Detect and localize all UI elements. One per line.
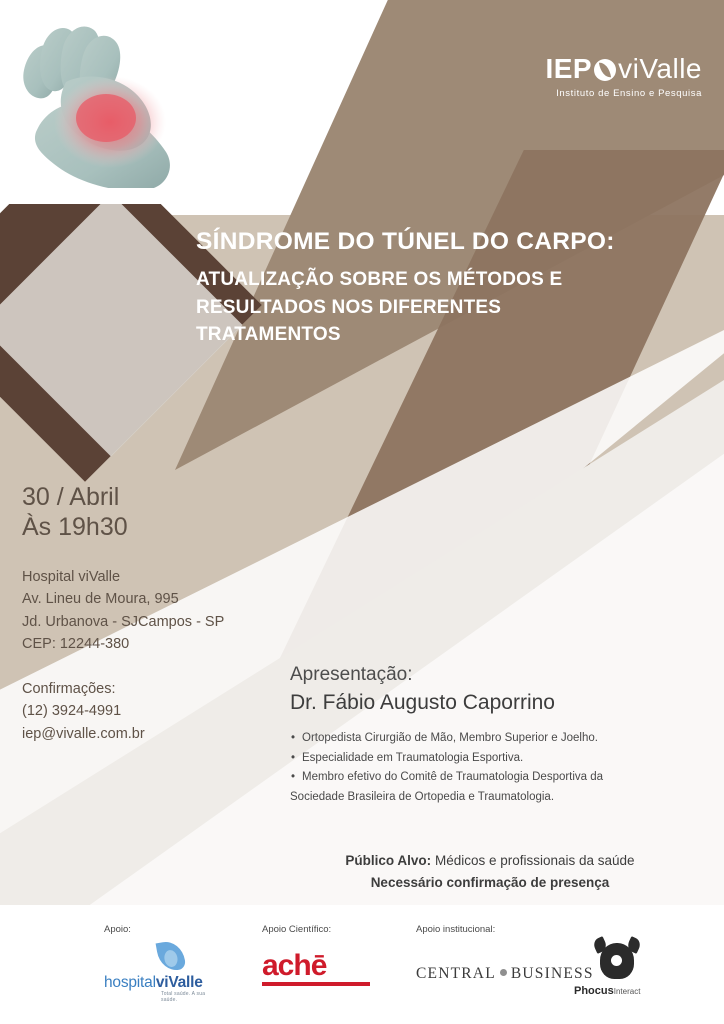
audience-note — [290, 872, 690, 894]
sponsor-cientifico — [262, 924, 372, 987]
speaker-credentials — [290, 729, 700, 807]
leaf-drop-icon — [594, 59, 616, 81]
venue-street: Av. Lineu de Moura, 995 — [22, 591, 179, 608]
contact-block — [22, 678, 145, 745]
central-business-word-1: CENTRAL — [416, 965, 496, 982]
brand-logo-vivalle: viValle — [618, 53, 702, 84]
brand-logo — [512, 55, 702, 99]
ache-underline — [262, 982, 370, 986]
speaker-block — [290, 662, 700, 807]
page-subtitle-line-3: TRATAMENTOS — [196, 324, 341, 346]
phocus-interact-logo — [574, 943, 658, 1005]
venue-city: Jd. Urbanova - SJCampos - SP — [22, 613, 225, 630]
sponsor-apoio — [104, 924, 222, 1001]
phocus-owl-eye-icon — [611, 955, 622, 966]
audience-line — [290, 850, 690, 872]
event-date: 30 / Abril — [22, 483, 120, 511]
contact-label: Confirmações: — [22, 681, 116, 697]
brand-logo-subtitle: Instituto de Ensino e Pesquisa — [556, 88, 702, 99]
page-subtitle — [196, 266, 696, 349]
hospital-vivalle-logo — [104, 941, 222, 1001]
speaker-name: Dr. Fábio Augusto Caporrino — [290, 690, 555, 714]
audience-block — [290, 850, 690, 893]
contact-email[interactable]: iep@vivalle.com.br — [22, 725, 145, 742]
venue-zip: CEP: 12244-380 — [22, 636, 130, 653]
page-title: SÍNDROME DO TÚNEL DO CARPO: — [196, 228, 615, 255]
institutional-logos-row — [416, 941, 658, 1005]
list-item: • Especialidade em Traumatologia Esportiva. — [290, 749, 700, 768]
brand-logo-main — [512, 55, 702, 83]
title-block — [196, 228, 696, 349]
list-item: • Ortopedista Cirurgião de Mão, Membro Superior e Joelho. — [290, 729, 700, 748]
sponsor-institucional-label: Apoio institucional: — [416, 924, 496, 935]
ache-wordmark: achē — [262, 949, 327, 982]
phocus-word-2: Interact — [613, 987, 641, 996]
page-subtitle-line-2: RESULTADOS NOS DIFERENTES — [196, 296, 502, 318]
hospital-vivalle-wordmark — [104, 974, 203, 992]
phocus-word-1: Phocus — [574, 985, 614, 997]
hospital-vivalle-word-2: viValle — [155, 974, 203, 991]
ache-logo — [262, 941, 372, 987]
water-drop-icon — [156, 939, 187, 973]
hospital-vivalle-tagline: Total saúde. A sua saúde. — [161, 991, 206, 1003]
audience-note-text: Necessário confirmação de presença — [370, 874, 610, 890]
venue-name: Hospital viValle — [22, 569, 121, 585]
audience-value: Médicos e profissionais da saúde — [434, 853, 635, 868]
hand-illustration-icon — [6, 12, 218, 204]
sponsors-footer — [0, 912, 724, 1024]
sponsor-apoio-label: Apoio: — [104, 924, 131, 935]
list-item-continuation: Sociedade Brasileira de Ortopedia e Traumatologia. — [290, 790, 555, 803]
brand-logo-iep: IEP — [545, 53, 593, 84]
hand-photo — [6, 12, 218, 204]
speaker-label: Apresentação: — [290, 664, 413, 685]
event-date-block — [22, 482, 128, 542]
event-time: Às 19h30 — [22, 513, 128, 541]
sponsor-cientifico-label: Apoio Científico: — [262, 924, 332, 935]
sponsor-institucional — [416, 924, 658, 1005]
contact-phone[interactable]: (12) 3924-4991 — [22, 703, 122, 720]
list-item: • Membro efetivo do Comitê de Traumatologia Desportiva da — [290, 768, 700, 787]
hospital-vivalle-word-1: hospital — [104, 974, 156, 991]
audience-label: Público Alvo: — [345, 853, 432, 868]
venue-block — [22, 566, 224, 656]
central-business-word-2: BUSINESS — [510, 965, 594, 982]
separator-dot-icon — [500, 969, 507, 976]
phocus-wordmark — [574, 985, 640, 997]
page-subtitle-line-1: ATUALIZAÇÃO SOBRE OS MÉTODOS E — [196, 269, 563, 291]
